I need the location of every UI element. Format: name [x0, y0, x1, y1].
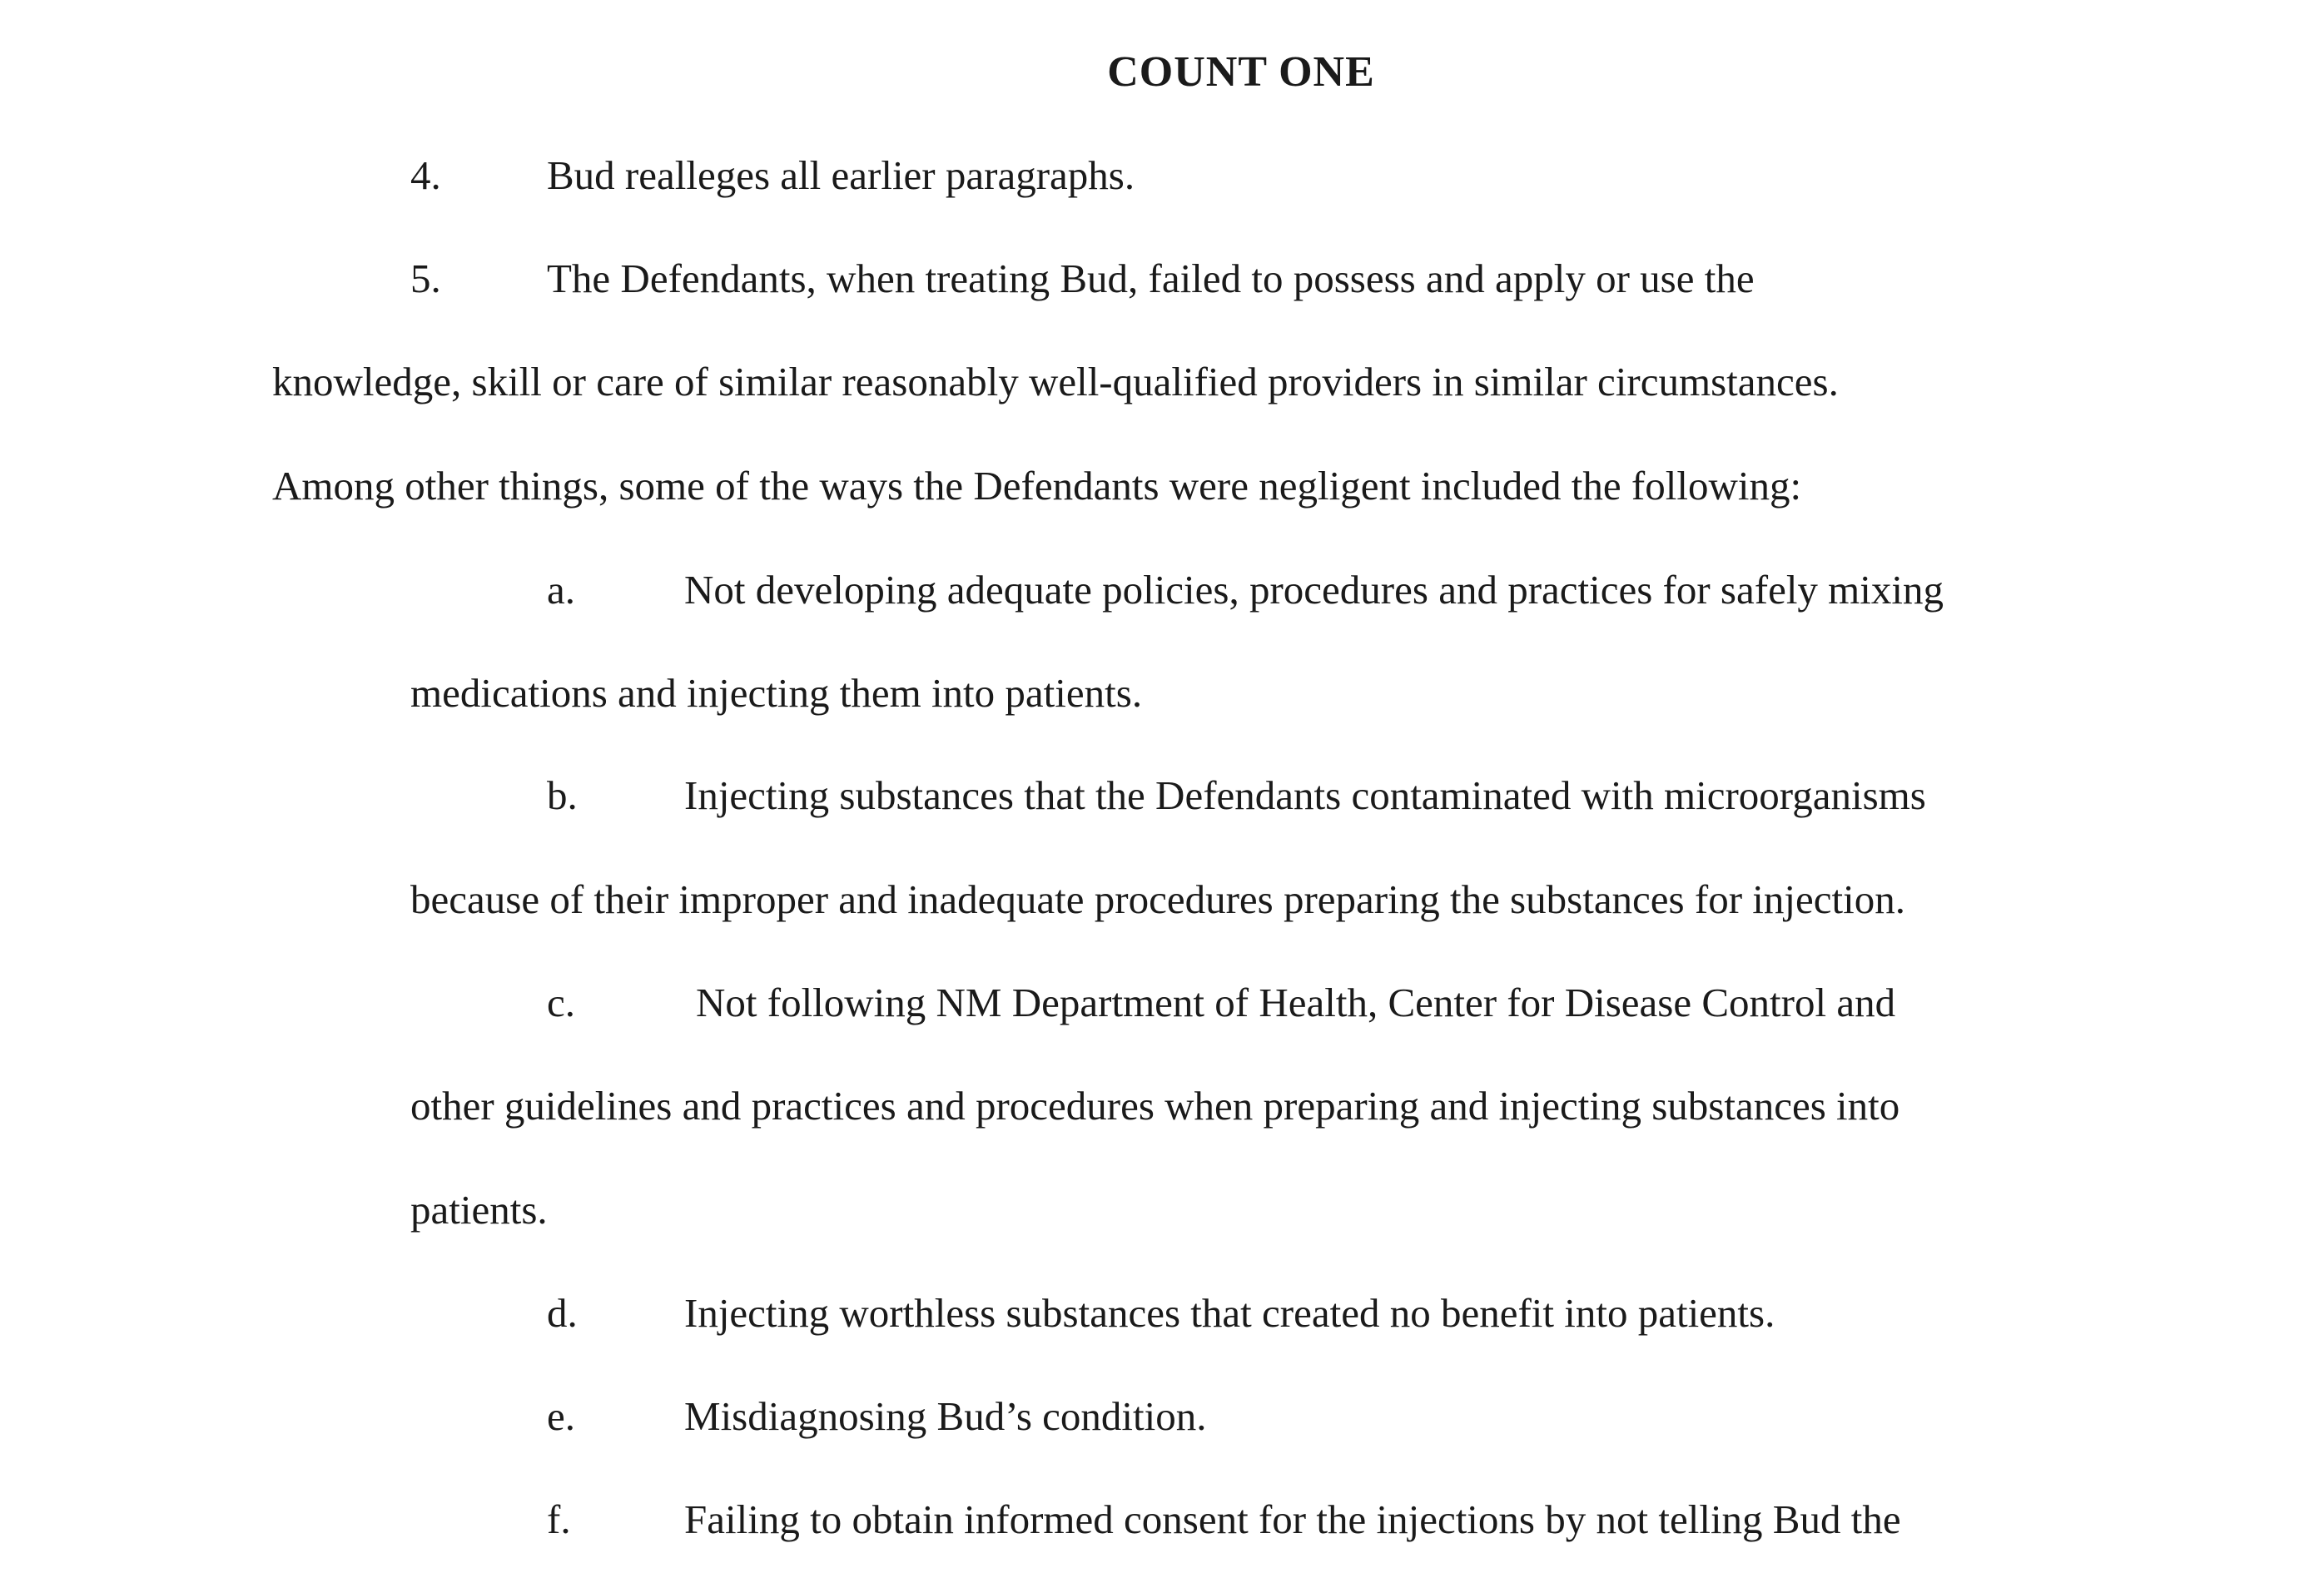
list-item-line: medications and injecting them into patients.	[410, 670, 1143, 716]
list-item-line: patients.	[410, 1187, 548, 1233]
list-item-letter: e.	[547, 1393, 575, 1439]
list-item-line: Injecting worthless substances that created no benefit into patients.	[684, 1290, 1775, 1336]
list-item-line: other guidelines and practices and procedures when preparing and injecting substances into	[410, 1083, 1900, 1129]
list-item-letter: b.	[547, 772, 578, 818]
list-item-line: Not developing adequate policies, procedures and practices for safely mixing	[684, 567, 1944, 613]
paragraph-number: 5.	[410, 256, 441, 301]
list-item-line: Misdiagnosing Bud’s condition.	[684, 1393, 1207, 1439]
list-item-line: Not following NM Department of Health, Center for Disease Control and	[696, 980, 1896, 1025]
paragraph-line: knowledge, skill or care of similar reasonably well-qualified providers in similar circumstances.	[272, 359, 1839, 404]
list-item-line: Injecting substances that the Defendants contaminated with microorganisms	[684, 772, 1926, 818]
list-item-line: Failing to obtain informed consent for the injections by not telling Bud the	[684, 1496, 1901, 1542]
paragraph-line: Bud realleges all earlier paragraphs.	[547, 152, 1135, 198]
paragraph-line: Among other things, some of the ways the Defendants were negligent included the following:	[272, 463, 1802, 509]
list-item-letter: a.	[547, 567, 575, 613]
paragraph-number: 4.	[410, 152, 441, 198]
list-item-letter: d.	[547, 1290, 578, 1336]
section-heading: COUNT ONE	[1107, 48, 1375, 96]
list-item-letter: c.	[547, 980, 575, 1025]
list-item-letter: f.	[547, 1496, 571, 1542]
paragraph-line: The Defendants, when treating Bud, failed to possess and apply or use the	[547, 256, 1755, 301]
list-item-line: because of their improper and inadequate procedures preparing the substances for injection.	[410, 876, 1905, 922]
